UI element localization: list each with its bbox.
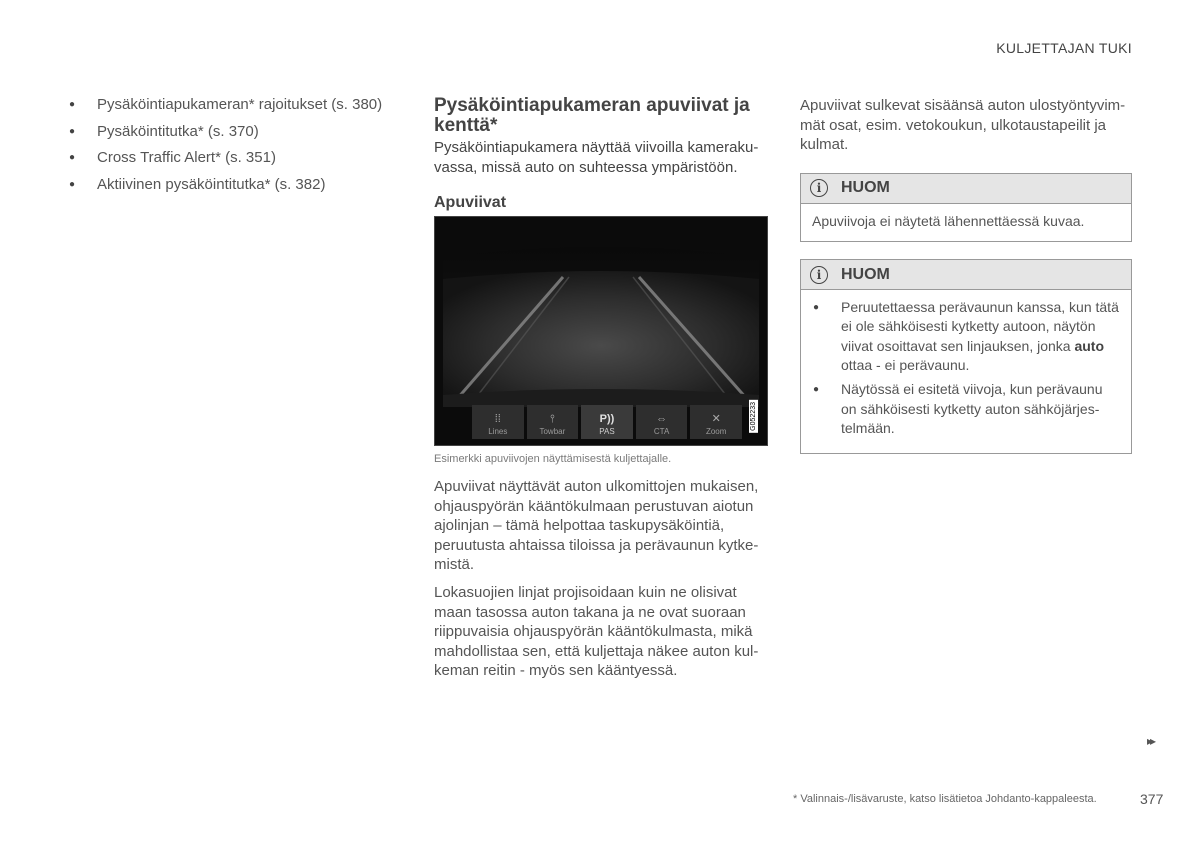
related-links-list [68,96,398,194]
lines-icon: ⁞⁞ [494,413,501,425]
note-box-zoom [800,173,1132,242]
note-header [801,260,1131,290]
side-notes [800,96,1132,454]
intro-paragraph: Apuviivat sulkevat sisäänsä auton ulostyöntyvim-mät osat, esim. vetokoukun, ulkotaustapeilit ja kulmat. [800,97,1126,154]
note-title: HUOM [841,265,890,283]
lines-label: Lines [488,427,508,436]
zoom-icon: ✕ [711,413,721,425]
link-parking-radar[interactable]: ● Pysäköintitutka* (s. 370) [68,123,398,141]
image-code: G052233 [750,402,757,431]
note-text: Apuviivoja ei näytetä lähennettäessä kuvaa. [812,212,1085,229]
camera-toolbar [472,405,742,439]
note-list [812,298,1120,438]
towbar-label: Towbar [539,427,566,436]
cta-button[interactable] [636,405,688,439]
main-article [434,96,768,689]
image-caption: Esimerkki apuviivojen näyttämisestä kuljettajalle. [434,453,672,465]
link-cross-traffic-alert[interactable]: ● Cross Traffic Alert* (s. 351) [68,149,398,167]
parking-sensor-icon: P)) [599,413,615,425]
next-page-arrows-icon: ▸▸ [1147,734,1154,748]
note-item-connected-trailer: ● Näytössä ei esitetä viivoja, kun perävaunu on sähköisesti kytketty auton sähköjärjes-telmään. [812,380,1120,438]
link-camera-limitations[interactable]: ● Pysäköintiapukameran* rajoitukset (s. 380) [68,96,398,114]
zoom-button[interactable] [690,405,742,439]
lines-button[interactable] [472,405,524,439]
link-active-parking-radar[interactable]: ● Aktiivinen pysäköintitutka* (s. 382) [68,176,398,194]
body-paragraph-1: Apuviivat näyttävät auton ulkomittojen mukaisen, ohjauspyörän kääntökulmaan perustuvan aiotun ajolinjan – tämä helpottaa taskupysäköintiä, peruutusta ahtaissa tiloissa ja perävaunun kytke-mistä. [434,478,759,574]
article-lead: Pysäköintiapukamera näyttää viivoilla kameraku-vassa, missä auto on suhteessa ympäristöön. [434,139,759,176]
camera-image [434,216,768,446]
note-header [801,174,1131,204]
info-icon: i [810,266,828,284]
subheading-guide-lines: Apuviivat [434,194,507,211]
note-box-trailer [800,259,1132,454]
note-body [801,290,1131,453]
footnote: * Valinnais-/lisävaruste, katso lisätietoa Johdanto-kappaleesta. [793,793,1097,805]
cta-label: CTA [653,427,670,436]
body-paragraph-2: Lokasuojien linjat projisoidaan kuin ne olisivat maan tasossa auton takana ja ne ovat suoraan riippuvaisia ohjauspyörän kääntökulmasta, mikä mahdollistaa sen, että kuljettaja näkee auton kul-keman reitin - myös sen kääntyessä. [434,583,759,680]
towbar-button[interactable] [527,405,579,439]
cross-traffic-icon: ⇔ [656,413,668,425]
article-heading: Pysäköintiapukameran apuviivat ja kenttä* [434,95,750,136]
related-links [68,96,398,202]
pas-label: PAS [599,427,615,436]
pas-button[interactable] [581,405,633,439]
section-header: KULJETTAJAN TUKI [996,40,1132,56]
note-title: HUOM [841,179,890,197]
zoom-label: Zoom [705,427,727,436]
page-number: 377 [1140,791,1164,807]
note-item-unconnected-trailer: ● Peruutettaessa perävaunun kanssa, kun tätä ei ole sähköisesti kytketty autoon, näytön viivat osoittavat sen linjauksen, jonka auto ottaa - ei perävaunu. [812,298,1120,375]
info-icon: i [810,179,828,197]
towbar-icon: ⫯ [549,413,555,425]
